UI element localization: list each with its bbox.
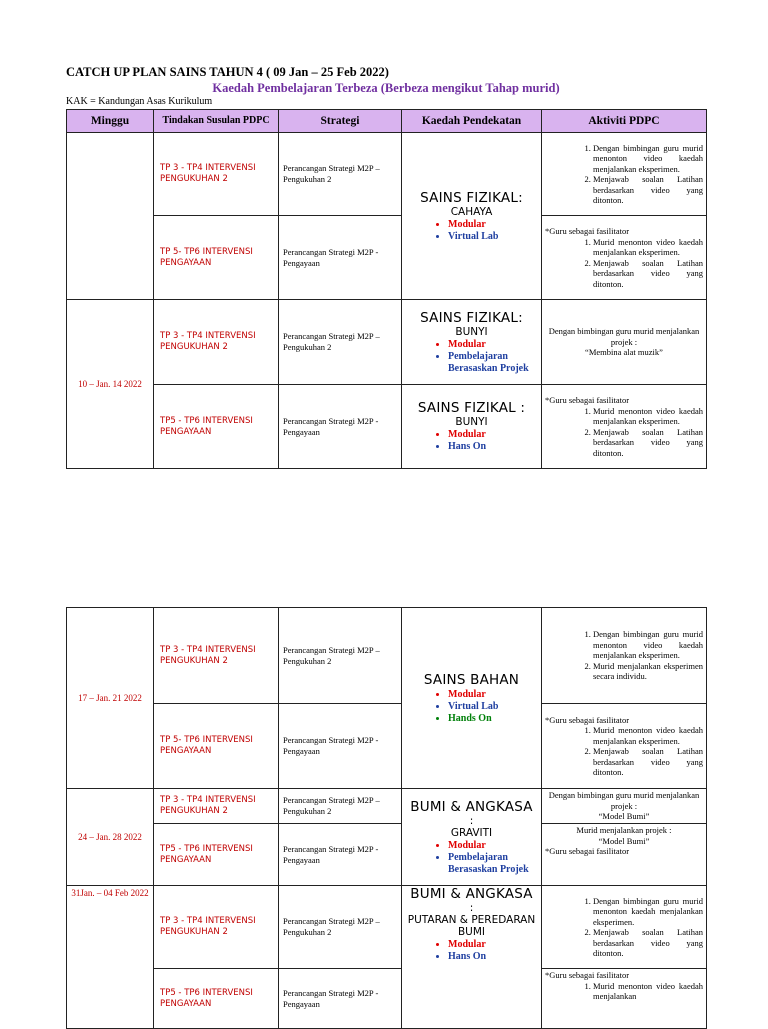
list-item: • Modular <box>448 689 541 701</box>
list-item: 1. Murid menonton video kaedah menjalankan eksperimen. <box>593 725 703 746</box>
kaedah-topic: GRAVITI <box>450 826 493 839</box>
fasilitator-note: *Guru sebagai fasilitator <box>545 970 630 980</box>
aktiviti-cell <box>542 385 707 469</box>
kaedah-colon: : <box>469 814 474 827</box>
col-aktiviti: Aktiviti PDPC <box>542 110 707 133</box>
tp-cell: TP 3 - TP4 INTERVENSI PENGUKUHAN 2 <box>154 608 279 704</box>
method-list <box>402 939 541 963</box>
tp-cell: TP 3 - TP4 INTERVENSI PENGUKUHAN 2 <box>154 789 279 824</box>
table-row <box>67 385 707 469</box>
table-row <box>67 216 707 300</box>
list-item: 1. Dengan bimbingan guru murid menonton video kaedah menjalankan eksperimen. <box>593 143 703 175</box>
tp-cell: TP5 - TP6 INTERVENSI PENGAYAAN <box>154 385 279 469</box>
projek-name: “Membina alat muzik” <box>585 347 663 358</box>
kaedah-title: BUMI & ANGKASA <box>410 798 533 815</box>
tp-cell: TP 3 - TP4 INTERVENSI PENGUKUHAN 2 <box>154 886 279 969</box>
tp-cell: TP 3 - TP4 INTERVENSI PENGUKUHAN 2 <box>154 300 279 385</box>
list-item: • Pembelajaran Berasaskan Projek <box>448 351 541 375</box>
fasilitator-note: *Guru sebagai fasilitator <box>545 226 630 236</box>
projek-intro: Dengan bimbingan guru murid menjalankan projek : <box>548 790 700 811</box>
projek-intro: Murid menjalankan projek : <box>576 825 672 835</box>
fasilitator-note: *Guru sebagai fasilitator <box>545 846 630 856</box>
list-item: 1. Murid menonton video kaedah menjalankan eksperimen. <box>593 406 703 427</box>
kaedah-cell <box>402 886 542 1029</box>
table-row <box>67 608 707 704</box>
list-item: 2. Menjawab soalan Latihan berdasarkan video yang ditonton. <box>593 258 703 290</box>
strategy-cell: Perancangan Strategi M2P - Pengayaan <box>279 824 402 886</box>
list-item: • Virtual Lab <box>448 231 541 243</box>
strategy-cell: Perancangan Strategi M2P - Pengayaan <box>279 385 402 469</box>
table-row <box>67 824 707 886</box>
col-tindakan: Tindakan Susulan PDPC <box>154 110 279 133</box>
kaedah-cell <box>402 300 542 385</box>
plan-table-1 <box>66 109 707 469</box>
aktiviti-cell <box>542 789 707 824</box>
aktiviti-list <box>545 406 703 459</box>
list-item: • Hans On <box>448 441 541 453</box>
kaedah-title: SAINS FIZIKAL : <box>417 400 526 416</box>
strategy-cell: Perancangan Strategi M2P – Pengukuhan 2 <box>279 300 402 385</box>
col-kaedah: Kaedah Pendekatan <box>402 110 542 133</box>
list-item: • Virtual Lab <box>448 701 541 713</box>
fasilitator-note: *Guru sebagai fasilitator <box>545 714 630 725</box>
kak-note: KAK = Kandungan Asas Kurikulum <box>66 96 213 107</box>
aktiviti-cell <box>542 300 707 385</box>
week-cell: 17 – Jan. 21 2022 <box>67 608 154 789</box>
plan-table-2 <box>66 607 707 1029</box>
list-item: • Hands On <box>448 713 541 725</box>
aktiviti-cell <box>542 216 707 300</box>
kaedah-title: SAINS FIZIKAL: <box>420 189 523 206</box>
table-row <box>67 133 707 216</box>
method-list <box>402 840 541 876</box>
list-item: • Pembelajaran Berasaskan Projek <box>448 852 541 876</box>
kaedah-title: BUMI & ANGKASA <box>410 886 533 902</box>
projek-intro: Dengan bimbingan guru murid menjalankan projek : <box>548 326 700 347</box>
tp-cell: TP 5- TP6 INTERVENSI PENGAYAAN <box>154 704 279 789</box>
list-item: 2. Murid menjalankan eksperimen secara individu. <box>593 661 703 682</box>
table-row <box>67 300 707 385</box>
kaedah-cell <box>402 789 542 886</box>
week-cell: 10 – Jan. 14 2022 <box>67 300 154 469</box>
aktiviti-list <box>545 143 703 206</box>
method-list <box>402 339 541 375</box>
week-cell: 24 – Jan. 28 2022 <box>67 789 154 886</box>
tp-cell: TP 3 - TP4 INTERVENSI PENGUKUHAN 2 <box>154 133 279 216</box>
aktiviti-list <box>545 237 703 290</box>
method-list <box>402 219 541 243</box>
fasilitator-note: *Guru sebagai fasilitator <box>545 395 630 405</box>
tp-cell: TP5 - TP6 INTERVENSI PENGAYAAN <box>154 824 279 886</box>
strategy-cell: Perancangan Strategi M2P – Pengukuhan 2 <box>279 789 402 824</box>
week-cell <box>67 133 154 300</box>
list-item: 2. Menjawab soalan Latihan berdasarkan video yang ditonton. <box>593 746 703 778</box>
list-item: • Modular <box>448 219 541 231</box>
week-cell: 31Jan. – 04 Feb 2022 <box>67 886 154 1029</box>
kaedah-title: SAINS BAHAN <box>423 671 520 688</box>
aktiviti-list <box>545 981 703 1002</box>
aktiviti-cell <box>542 886 707 969</box>
projek-name: “Model Bumi” <box>598 811 650 822</box>
list-item: • Modular <box>448 339 541 351</box>
kaedah-topic: PUTARAN & PEREDARAN BUMI <box>407 914 536 938</box>
header-row <box>67 110 707 133</box>
kaedah-topic: CAHAYA <box>450 205 493 218</box>
aktiviti-list <box>545 896 703 959</box>
list-item: 1. Murid menonton video kaedah menjalankan eksperimen. <box>593 237 703 258</box>
list-item: • Modular <box>448 429 541 441</box>
kaedah-cell <box>402 133 542 300</box>
kaedah-topic: BUNYI <box>455 325 488 338</box>
col-strategi: Strategi <box>279 110 402 133</box>
aktiviti-list <box>545 725 703 778</box>
aktiviti-cell <box>542 704 707 789</box>
table-row <box>67 704 707 789</box>
kaedah-title: SAINS FIZIKAL: <box>420 309 523 326</box>
aktiviti-cell <box>542 824 707 886</box>
table-row <box>67 969 707 1029</box>
projek-name: “Model Bumi” <box>598 835 650 846</box>
list-item: • Modular <box>448 840 541 852</box>
tp-cell: TP5 - TP6 INTERVENSI PENGAYAAN <box>154 969 279 1029</box>
strategy-cell: Perancangan Strategi M2P – Pengukuhan 2 <box>279 886 402 969</box>
page-title: CATCH UP PLAN SAINS TAHUN 4 ( 09 Jan – 25 Feb 2022) <box>66 65 389 79</box>
aktiviti-cell <box>542 969 707 1029</box>
list-item: 2. Menjawab soalan Latihan berdasarkan video yang ditonton. <box>593 927 703 959</box>
strategy-cell: Perancangan Strategi M2P - Pengayaan <box>279 704 402 789</box>
method-list <box>402 689 541 725</box>
method-list <box>402 429 541 453</box>
kaedah-topic: BUNYI <box>455 416 488 428</box>
strategy-cell: Perancangan Strategi M2P – Pengukuhan 2 <box>279 608 402 704</box>
table-row <box>67 886 707 969</box>
kaedah-cell <box>402 385 542 469</box>
list-item: 2. Menjawab soalan Latihan berdasarkan video yang ditonton. <box>593 427 703 459</box>
aktiviti-cell <box>542 608 707 704</box>
list-item: 1. Murid menonton video kaedah menjalankan <box>593 981 703 1002</box>
strategy-cell: Perancangan Strategi M2P - Pengayaan <box>279 216 402 300</box>
tp-cell: TP 5- TP6 INTERVENSI PENGAYAAN <box>154 216 279 300</box>
page-subtitle: Kaedah Pembelajaran Terbeza (Berbeza mengikut Tahap murid) <box>212 81 560 95</box>
col-minggu: Minggu <box>67 110 154 133</box>
kaedah-cell <box>402 608 542 789</box>
list-item: 2. Menjawab soalan Latihan berdasarkan video yang ditonton. <box>593 174 703 206</box>
aktiviti-list <box>545 629 703 682</box>
table-row <box>67 789 707 824</box>
list-item: • Hans On <box>448 951 541 963</box>
strategy-cell: Perancangan Strategi M2P - Pengayaan <box>279 969 402 1029</box>
aktiviti-cell <box>542 133 707 216</box>
strategy-cell: Perancangan Strategi M2P – Pengukuhan 2 <box>279 133 402 216</box>
list-item: 1. Dengan bimbingan guru murid menonton kaedah menjalankan eksperimen. <box>593 896 703 928</box>
list-item: 1. Dengan bimbingan guru murid menonton video kaedah menjalankan eksperimen. <box>593 629 703 661</box>
list-item: • Modular <box>448 939 541 951</box>
kaedah-colon: : <box>469 902 474 914</box>
